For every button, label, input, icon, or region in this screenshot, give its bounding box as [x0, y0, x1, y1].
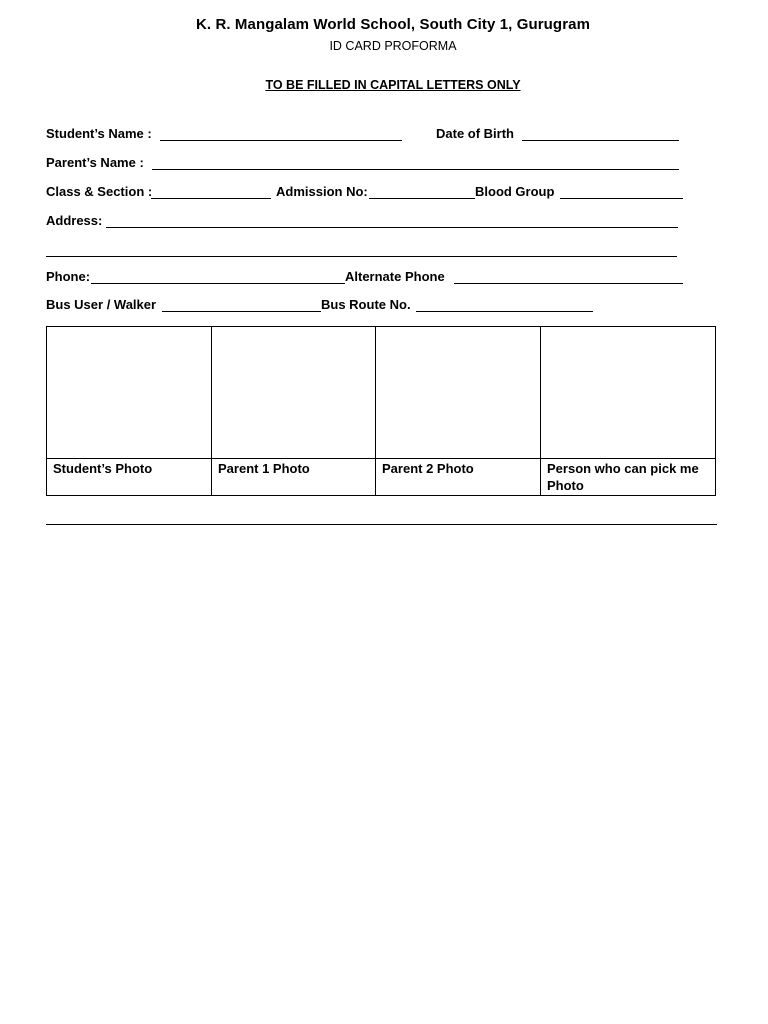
student-photo-caption: Student’s Photo — [47, 459, 212, 496]
class-section-label: Class & Section : — [46, 184, 153, 199]
admission-no-label: Admission No: — [276, 184, 368, 199]
phone-field[interactable] — [91, 282, 345, 284]
parent-2-photo-caption: Parent 2 Photo — [376, 459, 541, 496]
pickup-person-photo-box[interactable] — [541, 327, 716, 459]
alternate-phone-field[interactable] — [454, 282, 683, 284]
school-title: K. R. Mangalam World School, South City 1, Gurugram — [195, 16, 591, 33]
bus-user-label: Bus User / Walker — [46, 297, 157, 312]
parent-name-field[interactable] — [152, 168, 679, 170]
student-name-label: Student’s Name : — [46, 126, 152, 141]
alternate-phone-label: Alternate Phone — [345, 269, 445, 284]
parent-2-photo-box[interactable] — [376, 327, 541, 459]
dob-label: Date of Birth — [436, 126, 514, 141]
form-title: ID CARD PROFORMA — [329, 39, 457, 53]
section-divider — [46, 524, 717, 525]
admission-no-field[interactable] — [369, 197, 475, 199]
parent-1-photo-caption: Parent 1 Photo — [212, 459, 376, 496]
student-photo-box[interactable] — [47, 327, 212, 459]
class-section-field[interactable] — [151, 197, 271, 199]
blood-group-label: Blood Group — [475, 184, 555, 199]
bus-route-field[interactable] — [416, 310, 593, 312]
fill-instruction: TO BE FILLED IN CAPITAL LETTERS ONLY — [265, 78, 521, 92]
address-field-line-1[interactable] — [106, 226, 678, 228]
photo-table — [46, 326, 716, 496]
bus-user-field[interactable] — [162, 310, 321, 312]
bus-route-label: Bus Route No. — [321, 297, 411, 312]
dob-field[interactable] — [522, 139, 679, 141]
address-label: Address: — [46, 213, 103, 228]
address-field-line-2[interactable] — [46, 255, 677, 257]
parent-1-photo-box[interactable] — [212, 327, 376, 459]
student-name-field[interactable] — [160, 139, 402, 141]
phone-label: Phone: — [46, 269, 91, 284]
parent-name-label: Parent’s Name : — [46, 155, 144, 170]
blood-group-field[interactable] — [560, 197, 683, 199]
pickup-person-photo-caption: Person who can pick me Photo — [541, 459, 716, 496]
